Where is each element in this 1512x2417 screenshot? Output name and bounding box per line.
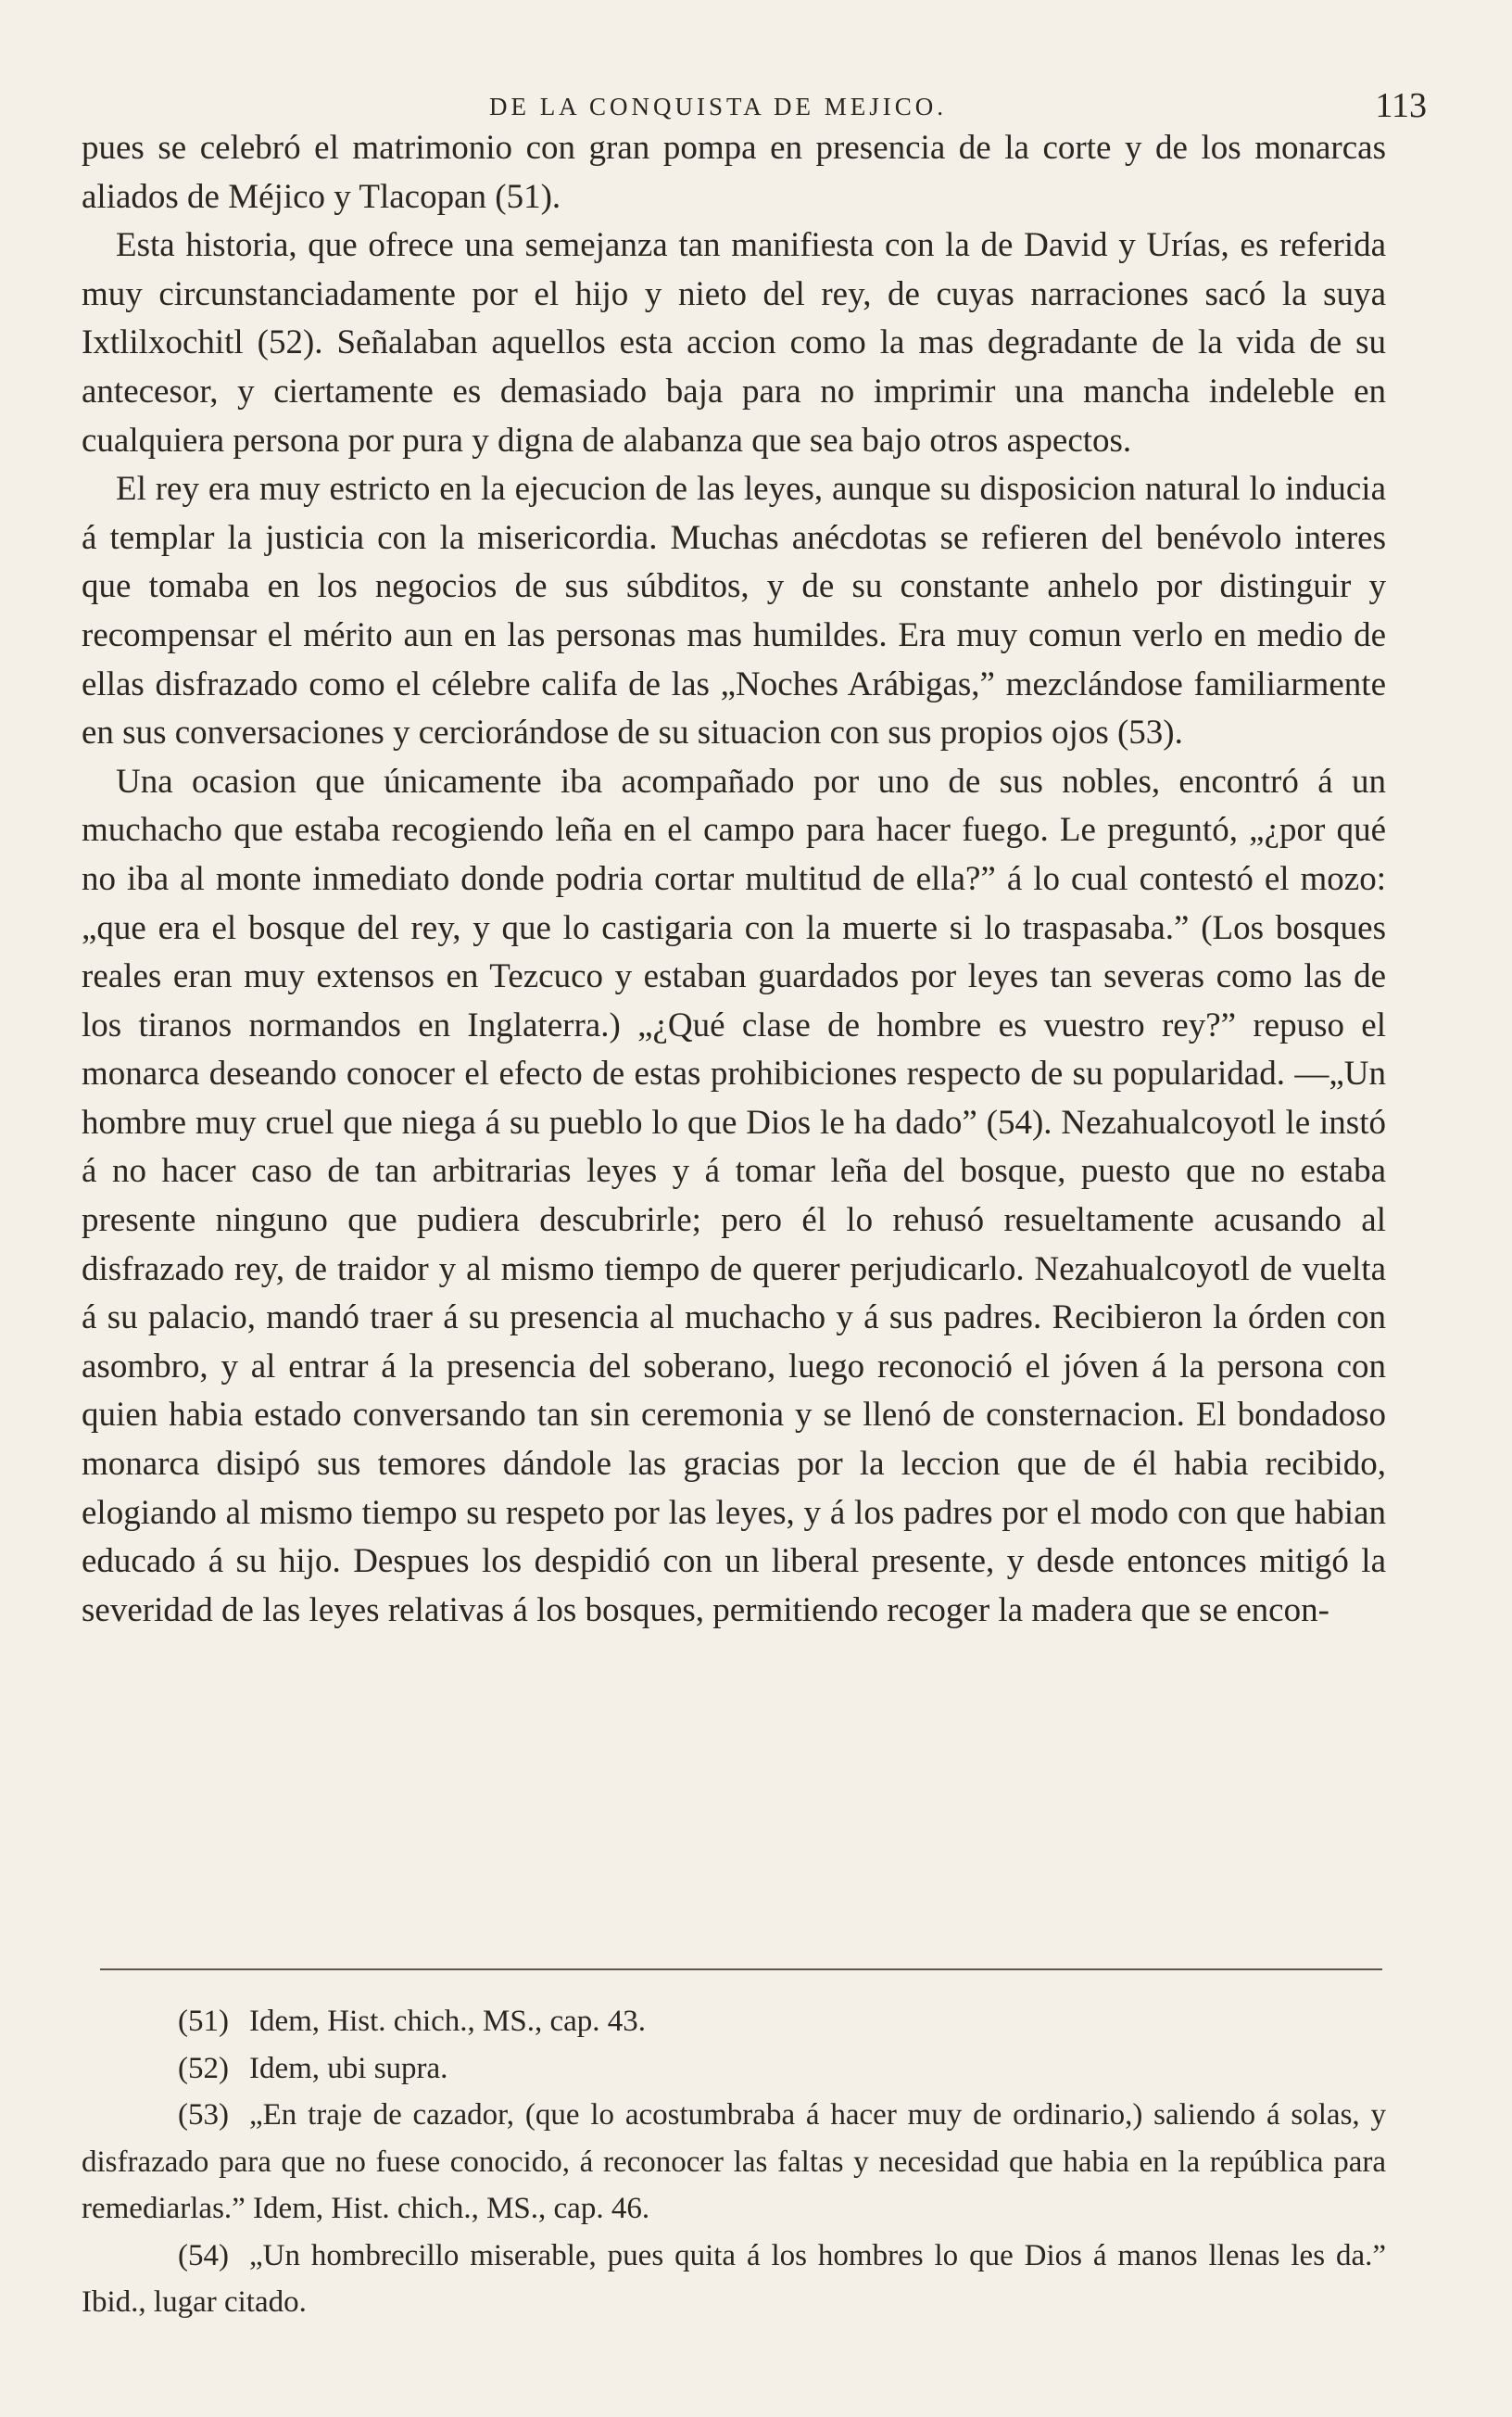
footnote-text: „En traje de cazador, (que lo acostumbraba á hacer muy de ordinario,) saliendo á solas, y disfrazado para que no fuese conocido, á reconocer las faltas y necesidad que habia en la república para remediarlas.” Idem, Hist. chich., MS., cap. 46. <box>82 2098 1386 2225</box>
footnote-number: (54) <box>178 2238 229 2272</box>
footnote <box>82 1998 1386 2045</box>
paragraph: Una ocasion que únicamente iba acompañado por uno de sus nobles, encontró á un muchacho que estaba recogiendo leña en el campo para hacer fuego. Le preguntó, „¿por qué no iba al monte inmediato donde podria cortar multitud de ella?” á lo cual contestó el mozo: „que era el bosque del rey, y que lo castigaria con la muerte si lo traspasaba.” (Los bosques reales eran muy extensos en Tezcuco y estaban guardados por leyes tan severas como las de los tiranos normandos en Inglaterra.) „¿Qué clase de hombre es vuestro rey?” repuso el monarca deseando conocer el efecto de estas prohibiciones respecto de su popularidad. —„Un hombre muy cruel que niega á su pueblo lo que Dios le ha dado” (54). Nezahualcoyotl le instó á no hacer caso de tan arbitrarias leyes y á tomar leña del bosque, puesto que no estaba presente ninguno que pudiera descubrirle; pero él lo rehusó resueltamente acusando al disfrazado rey, de traidor y al mismo tiempo de querer perjudicarlo. Nezahualcoyotl de vuelta á su palacio, mandó traer á su presencia al muchacho y á sus padres. Recibieron la órden con asombro, y al entrar á la presencia del soberano, luego reconoció el jóven á la persona con quien habia estado conversando tan sin ceremonia y se llenó de consternacion. El bondadoso monarca disipó sus temores dándole las gracias por la leccion que de él habia recibido, elogiando al mismo tiempo su respeto por las leyes, y á los padres por el modo con que habian educado á su hijo. Despues los despidió con un liberal presente, y desde entonces mitigó la severidad de las leyes relativas á los bosques, permitiendo recoger la madera que se encon- <box>82 762 1386 1629</box>
footnote-number: (53) <box>178 2098 229 2132</box>
footnotes <box>82 1998 1386 2326</box>
footnote <box>82 2045 1386 2093</box>
footnote <box>82 2092 1386 2233</box>
footnote-text: Idem, Hist. chich., MS., cap. 43. <box>248 2005 647 2038</box>
footnote-text: Idem, ubi supra. <box>248 2051 448 2085</box>
page-number: 113 <box>1375 86 1427 125</box>
footnote-number: (51) <box>178 2005 229 2038</box>
running-title: DE LA CONQUISTA DE MEJICO. <box>488 93 948 120</box>
footnote-number: (52) <box>178 2051 229 2085</box>
paragraph: Esta historia, que ofrece una semejanza tan manifiesta con la de David y Urías, es referida muy circunstanciadamente por el hijo y nieto del rey, de cuyas narraciones sacó la suya Ixtlilxochitl (52). Señalaban aquellos esta accion como la mas degradante de la vida de su antecesor, y ciertamente es demasiado baja para no imprimir una mancha indeleble en cualquiera persona por pura y digna de alabanza que sea bajo otros aspectos. <box>82 226 1386 460</box>
paragraph: El rey era muy estricto en la ejecucion de las leyes, aunque su disposicion natural lo inducia á templar la justicia con la misericordia. Muchas anécdotas se refieren del benévolo interes que tomaba en los negocios de sus súbditos, y de su constante anhelo por distinguir y recompensar el mérito aun en las personas mas humildes. Era muy comun verlo en medio de ellas disfrazado como el célebre califa de las „Noches Arábigas,” mezclándose familiarmente en sus conversaciones y cerciorándose de su situacion con sus propios ojos (53). <box>82 470 1386 753</box>
footnote-text: „Un hombrecillo miserable, pues quita á los hombres lo que Dios á manos llenas les da.” Ibid., lugar citado. <box>82 2238 1386 2319</box>
paragraph: pues se celebró el matrimonio con gran pompa en presencia de la corte y de los monarcas aliados de Méjico y Tlacopan (51). <box>82 129 1386 216</box>
body-text <box>82 124 1386 1635</box>
footnote-divider <box>100 1968 1382 1970</box>
footnote <box>82 2233 1386 2326</box>
